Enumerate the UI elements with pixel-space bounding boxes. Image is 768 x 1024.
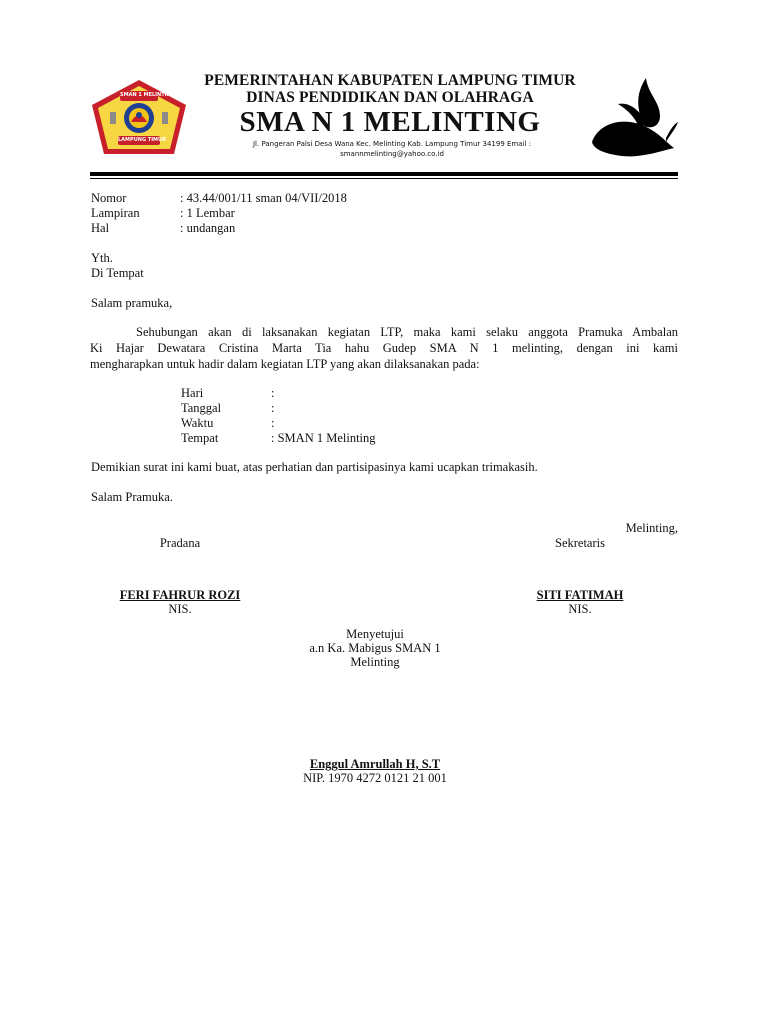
letterhead-department: DINAS PENDIDIKAN DAN OLAHRAGA <box>246 89 534 106</box>
approval-role: a.n Ka. Mabigus SMAN 1 <box>309 641 441 655</box>
approval-label: Menyetujui <box>346 627 404 641</box>
event-hari-value: : <box>271 386 275 400</box>
body-line: Ki Hajar Dewatara Cristina Marta Tia hahu Gudep SMA N 1 melinting, dengan ini kami <box>90 341 678 355</box>
logo-bottom-text: LAMPUNG TIMUR <box>118 137 166 143</box>
signer-left-title: Pradana <box>159 536 201 550</box>
body-line: Sehubungan akan di laksanakan kegiatan LTP, maka kami selaku anggota Pramuka Ambalan <box>136 325 678 339</box>
signer-left-id: NIS. <box>168 602 192 616</box>
event-tempat-value: : SMAN 1 Melinting <box>271 431 376 445</box>
body-line: mengharapkan untuk hadir dalam kegiatan LTP yang akan dilaksanakan pada: <box>90 357 480 371</box>
meta-hal-label: Hal <box>91 221 110 235</box>
letterhead-school-name: SMA N 1 MELINTING <box>239 106 541 138</box>
signer-right-title: Sekretaris <box>555 536 605 550</box>
place-date: Melinting, <box>625 521 678 535</box>
event-tanggal-label: Tanggal <box>181 401 222 415</box>
body-paragraph <box>90 324 678 372</box>
letterhead-divider-thick <box>90 172 678 176</box>
approver-nip: NIP. 1970 4272 0121 21 001 <box>303 771 447 785</box>
event-tempat-label: Tempat <box>181 431 219 445</box>
approval-role-cont: Melinting <box>350 655 400 669</box>
signer-right-id: NIS. <box>568 602 592 616</box>
letterhead-government: PEMERINTAHAN KABUPATEN LAMPUNG TIMUR <box>204 72 576 89</box>
recipient-yth: Yth. <box>91 251 113 265</box>
greeting: Salam pramuka, <box>91 296 173 310</box>
meta-nomor-label: Nomor <box>91 191 127 205</box>
meta-lampiran-label: Lampiran <box>91 206 140 220</box>
closing-salam: Salam Pramuka. <box>91 490 173 504</box>
logo-top-text: SMAN 1 MELINTING <box>120 92 175 98</box>
event-waktu-label: Waktu <box>181 416 214 430</box>
signer-left-name: FERI FAHRUR ROZI <box>119 588 241 602</box>
letterhead-address <box>222 139 562 159</box>
pramuka-tunas-logo <box>588 72 680 162</box>
event-waktu-value: : <box>271 416 275 430</box>
letterhead-divider-thin <box>90 178 678 179</box>
event-tanggal-value: : <box>271 401 275 415</box>
meta-lampiran-value: : 1 Lembar <box>180 206 235 220</box>
address-email: smannmelinting@yahoo.co.id <box>340 150 444 158</box>
school-logo-left <box>90 78 188 156</box>
meta-nomor-value: : 43.44/001/11 sman 04/VII/2018 <box>180 191 347 205</box>
closing-sentence: Demikian surat ini kami buat, atas perhatian dan partisipasinya kami ucapkan trimakasih. <box>91 460 538 474</box>
meta-hal-value: : undangan <box>180 221 236 235</box>
event-hari-label: Hari <box>181 386 204 400</box>
approver-name: Enggul Amrullah H, S.T <box>309 757 441 771</box>
signer-right-name: SITI FATIMAH <box>536 588 624 602</box>
address-line: Jl. Pangeran Palsi Desa Wana Kec. Melinting Kab. Lampung Timur 34199 Email : <box>252 140 532 148</box>
recipient-place: Di Tempat <box>91 266 144 280</box>
